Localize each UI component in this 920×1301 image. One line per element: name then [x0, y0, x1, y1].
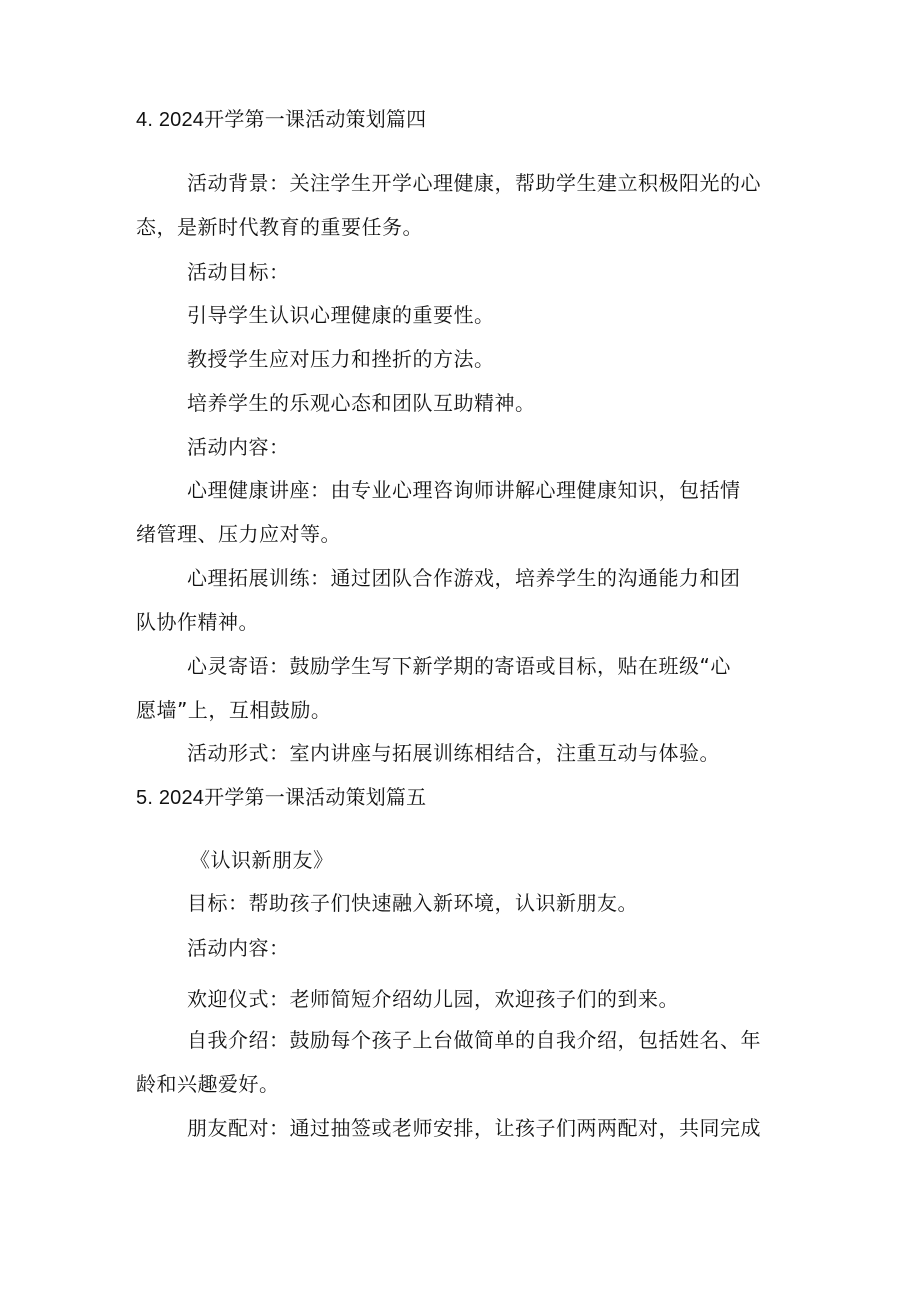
section-5-heading: 5. 2024开学第一课活动策划篇五	[136, 787, 427, 809]
paragraph-line: 心理拓展训练：通过团队合作游戏，培养学生的沟通能力和团	[187, 566, 741, 590]
paragraph-line: 活动内容：	[187, 936, 290, 960]
paragraph-line: 活动形式：室内讲座与拓展训练相结合，注重互动与体验。	[187, 741, 720, 765]
paragraph-line: 心理健康讲座：由专业心理咨询师讲解心理健康知识，包括情	[187, 478, 741, 502]
paragraph-line: 教授学生应对压力和挫折的方法。	[187, 347, 495, 371]
paragraph-line: 《认识新朋友》	[190, 848, 334, 872]
paragraph-line: 态，是新时代教育的重要任务。	[136, 215, 423, 239]
paragraph-line: 愿墙”上，互相鼓励。	[136, 698, 332, 722]
paragraph-line: 活动内容：	[187, 435, 290, 459]
paragraph-line: 朋友配对：通过抽签或老师安排，让孩子们两两配对，共同完成	[187, 1116, 761, 1140]
paragraph-line: 引导学生认识心理健康的重要性。	[187, 303, 495, 327]
paragraph-line: 绪管理、压力应对等。	[136, 522, 341, 546]
paragraph-line: 队协作精神。	[136, 610, 259, 634]
paragraph-line: 自我介绍：鼓励每个孩子上台做简单的自我介绍，包括姓名、年	[187, 1028, 761, 1052]
paragraph-line: 活动背景：关注学生开学心理健康，帮助学生建立积极阳光的心	[187, 171, 761, 195]
paragraph-line: 培养学生的乐观心态和团队互助精神。	[187, 391, 536, 415]
paragraph-line: 目标：帮助孩子们快速融入新环境，认识新朋友。	[187, 891, 638, 915]
paragraph-line: 活动目标：	[187, 260, 290, 284]
paragraph-line: 龄和兴趣爱好。	[136, 1072, 280, 1096]
paragraph-line: 欢迎仪式：老师简短介绍幼儿园，欢迎孩子们的到来。	[187, 987, 679, 1011]
paragraph-line: 心灵寄语：鼓励学生写下新学期的寄语或目标，贴在班级“心	[187, 654, 731, 678]
section-4-heading: 4. 2024开学第一课活动策划篇四	[136, 109, 427, 131]
